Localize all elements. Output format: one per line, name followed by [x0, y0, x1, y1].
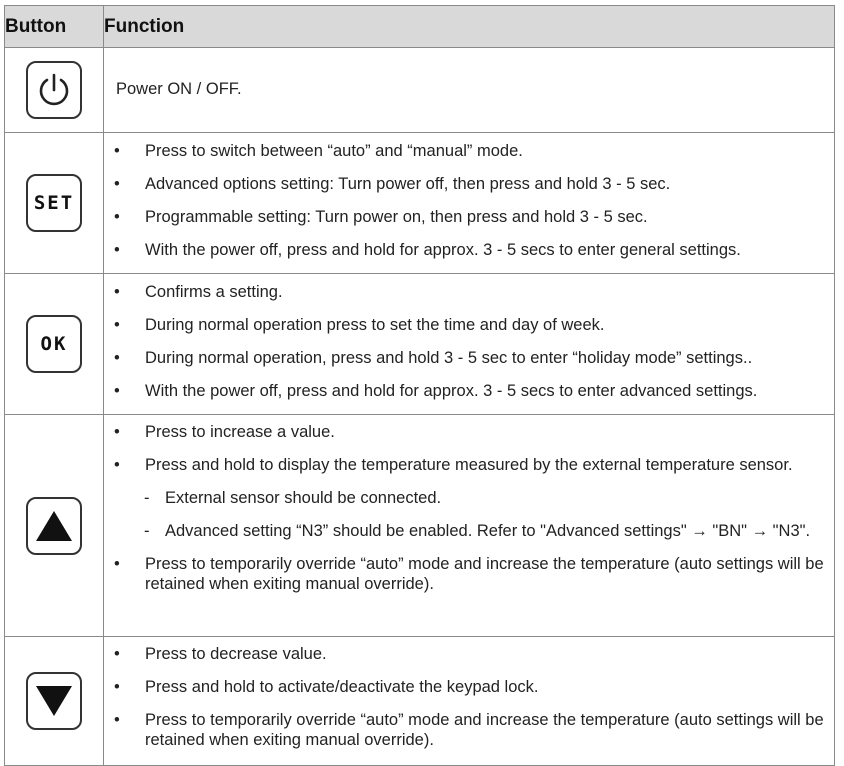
- list-item: • Confirms a setting.: [104, 282, 834, 315]
- up-key: [26, 497, 82, 555]
- list-item: • Press and hold to display the temperature measured by the external temperature sensor.: [104, 455, 834, 488]
- list-item: • During normal operation, press and hold 3 - 5 sec to enter “holiday mode” settings..: [104, 348, 834, 381]
- arrow-down-icon: [34, 683, 74, 719]
- function-cell: [104, 48, 835, 133]
- list-item: • Advanced options setting: Turn power off, then press and hold 3 - 5 sec.: [104, 174, 834, 207]
- function-cell: [104, 274, 835, 415]
- table-row-ok: [5, 274, 835, 415]
- arrow-up-icon: [34, 508, 74, 544]
- list-item: • Press to decrease value.: [104, 644, 834, 677]
- list-item: • Programmable setting: Turn power on, then press and hold 3 - 5 sec.: [104, 207, 834, 240]
- button-cell: [5, 637, 104, 766]
- function-cell: [104, 637, 835, 766]
- header-button: Button: [5, 6, 104, 48]
- ok-key-label: OK: [40, 333, 68, 355]
- list-item: • Press to switch between “auto” and “manual” mode.: [104, 141, 834, 174]
- button-cell: [5, 48, 104, 133]
- table-row-power: [5, 48, 835, 133]
- header-function: Function: [104, 6, 835, 48]
- table-row-up: [5, 415, 835, 637]
- sub-list-item: - Advanced setting “N3” should be enabled. Refer to "Advanced settings" → "BN" → "N3".: [104, 521, 834, 554]
- list-item: • With the power off, press and hold for approx. 3 - 5 secs to enter general settings.: [104, 240, 834, 273]
- set-key-label: SET: [33, 192, 75, 214]
- list-item: • With the power off, press and hold for approx. 3 - 5 secs to enter advanced settings.: [104, 381, 834, 414]
- list-item: • Press to temporarily override “auto” mode and increase the temperature (auto settings will be retained when exiting manual override).: [104, 710, 834, 763]
- sub-list-item: - External sensor should be connected.: [104, 488, 834, 521]
- list-item: • Press and hold to activate/deactivate the keypad lock.: [104, 677, 834, 710]
- header-row: [5, 6, 835, 48]
- list-item: • Press to increase a value.: [104, 422, 834, 455]
- function-text: Power ON / OFF.: [116, 80, 242, 98]
- button-cell: [5, 415, 104, 637]
- set-key: [26, 174, 82, 232]
- list-item: • During normal operation press to set the time and day of week.: [104, 315, 834, 348]
- ok-key: [26, 315, 82, 373]
- function-cell: [104, 133, 835, 274]
- table-row-set: [5, 133, 835, 274]
- button-cell: [5, 274, 104, 415]
- power-icon: [35, 71, 73, 109]
- power-key: [26, 61, 82, 119]
- button-cell: [5, 133, 104, 274]
- list-item: • Press to temporarily override “auto” mode and increase the temperature (auto settings will be retained when exiting manual override).: [104, 554, 834, 607]
- function-cell: [104, 415, 835, 637]
- table-row-down: [5, 637, 835, 766]
- down-key: [26, 672, 82, 730]
- button-function-table: [4, 5, 835, 766]
